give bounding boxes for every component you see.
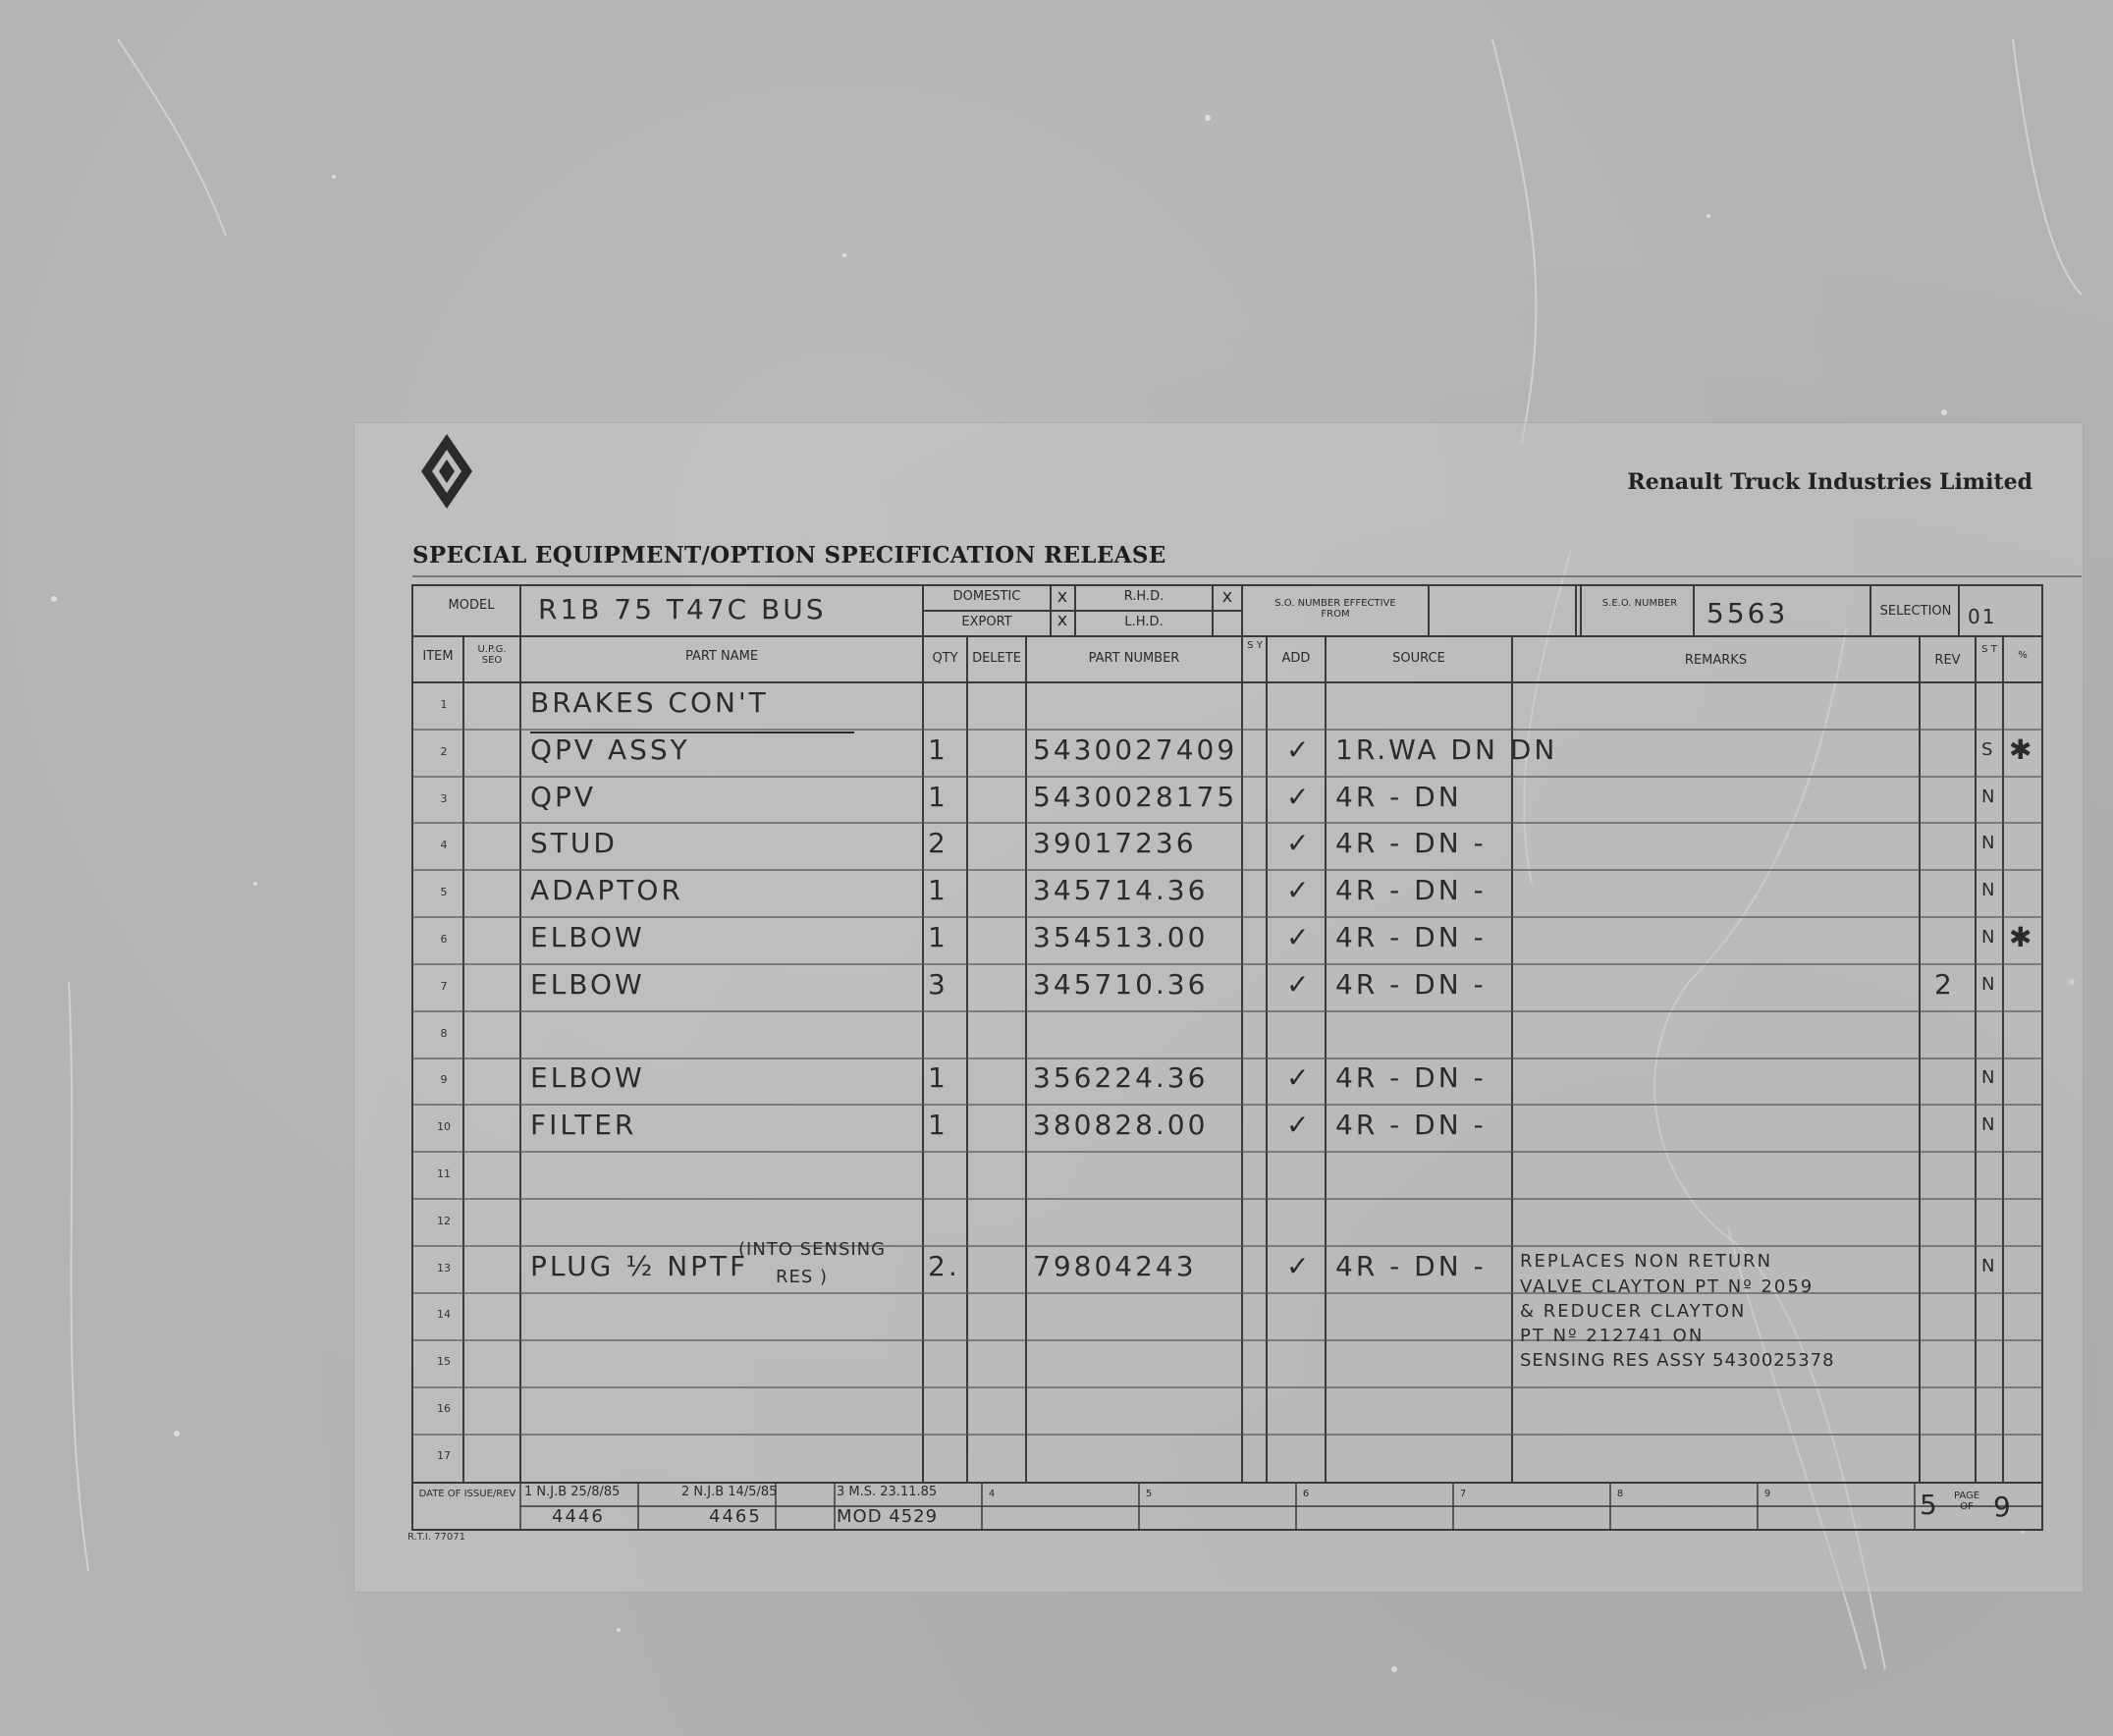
row-rev: 2 — [1934, 967, 1955, 1001]
row-qty: 3 — [928, 967, 948, 1001]
row-item: 10 — [437, 1120, 451, 1134]
page-value: 5 — [1920, 1489, 1940, 1521]
col-remarks: REMARKS — [1684, 653, 1748, 668]
row-source: 4R - DN — [1335, 780, 1462, 813]
row-part-name: FILTER — [530, 1109, 637, 1142]
row-item: 4 — [440, 839, 448, 852]
row-source: 4R - DN - — [1335, 1249, 1487, 1282]
row-part-name: STUD — [530, 827, 618, 860]
row-add-check: ✓ — [1286, 967, 1313, 1001]
col-sy: S Y — [1247, 640, 1263, 651]
row-part-name: BRAKES CON'T — [530, 686, 769, 719]
rhd-label: R.H.D. — [1123, 589, 1165, 604]
row-part-number: 380828.00 — [1033, 1109, 1209, 1142]
row-source: 4R - DN - — [1335, 921, 1487, 953]
row-add-check: ✓ — [1286, 827, 1313, 860]
row-st: N — [1981, 1255, 1997, 1276]
row-add-check: ✓ — [1286, 1109, 1313, 1142]
row-add-check: ✓ — [1286, 1249, 1313, 1282]
row-item: 17 — [437, 1448, 451, 1462]
row-source: 4R - DN - — [1335, 874, 1487, 907]
row-part-name: ELBOW — [530, 921, 645, 953]
row-part-name: ELBOW — [530, 1061, 645, 1095]
export-mark: x — [1056, 610, 1068, 630]
row-part-number: 5430028175 — [1033, 780, 1238, 813]
row-qty: 1 — [928, 732, 948, 766]
col-part-name: PART NAME — [684, 649, 759, 664]
row-qty: 2. — [928, 1249, 960, 1282]
row-part-number: 39017236 — [1033, 827, 1197, 860]
form-title: SPECIAL EQUIPMENT/OPTION SPECIFICATION RELEASE — [412, 542, 1166, 569]
row-add-check: ✓ — [1286, 921, 1313, 953]
row-qty: 1 — [928, 1109, 948, 1142]
row-source: 4R - DN - — [1335, 967, 1487, 1001]
slot-9: 9 — [1763, 1489, 1771, 1499]
col-item: ITEM — [422, 649, 454, 664]
row-qty: 1 — [928, 921, 948, 953]
row-add-check: ✓ — [1286, 732, 1313, 766]
row-part-number: 79804243 — [1033, 1249, 1197, 1282]
row-item: 7 — [440, 979, 448, 993]
model-value: R1B 75 T47C BUS — [538, 593, 827, 625]
rev3-bottom: MOD 4529 — [837, 1506, 939, 1527]
col-st: S T — [1981, 644, 1997, 655]
remarks-line5: SENSING RES ASSY 5430025378 — [1520, 1350, 1835, 1371]
row-add-check: ✓ — [1286, 780, 1313, 813]
col-upg-seo: U.P.G. SEO — [477, 644, 507, 666]
row-part-number: 345714.36 — [1033, 874, 1209, 907]
row-qty: 2 — [928, 827, 948, 860]
row-st: N — [1981, 833, 1997, 854]
slot-4: 4 — [988, 1489, 996, 1499]
row-item: 5 — [440, 886, 448, 899]
row-mark: ✱ — [2009, 921, 2035, 953]
row-source: 4R - DN - — [1335, 1109, 1487, 1142]
slot-8: 8 — [1616, 1489, 1624, 1499]
row-part-name: ADAPTOR — [530, 874, 683, 907]
company-name: Renault Truck Industries Limited — [1627, 469, 2032, 495]
row-st: N — [1981, 927, 1997, 948]
row-item: 3 — [440, 791, 448, 805]
row-item: 1 — [440, 698, 448, 711]
slot-7: 7 — [1459, 1489, 1467, 1499]
col-source: SOURCE — [1392, 651, 1445, 666]
row-mark: ✱ — [2009, 732, 2035, 766]
row-part-number: 356224.36 — [1033, 1061, 1209, 1095]
form-code: R.T.I. 77071 — [407, 1532, 465, 1543]
rev2-top: 2 N.J.B 14/5/85 — [681, 1485, 778, 1499]
row-item: 8 — [440, 1026, 448, 1040]
row-item: 2 — [440, 744, 448, 758]
row-st: N — [1981, 973, 1997, 995]
rev2-bottom: 4465 — [709, 1506, 762, 1527]
row-item: 6 — [440, 933, 448, 946]
seo-number-value: 5563 — [1707, 597, 1789, 629]
row-st: N — [1981, 880, 1997, 901]
selection-label: SELECTION — [1879, 604, 1952, 619]
row-qty: 1 — [928, 780, 948, 813]
model-label: MODEL — [448, 598, 495, 613]
remarks-line1: REPLACES NON RETURN — [1520, 1251, 1773, 1272]
row-add-check: ✓ — [1286, 1061, 1313, 1095]
row-part-name: QPV ASSY — [530, 732, 690, 766]
row-part-number: 345710.36 — [1033, 967, 1209, 1001]
row-source: 1R.WA DN DN — [1335, 732, 1558, 766]
row-item: 12 — [437, 1214, 451, 1227]
row13-note-line1: (INTO SENSING — [738, 1239, 887, 1260]
title-rule — [412, 575, 2082, 577]
row-item: 13 — [437, 1261, 451, 1275]
rev1-bottom: 4446 — [552, 1506, 605, 1527]
row-item: 14 — [437, 1308, 451, 1322]
row-part-name: QPV — [530, 780, 597, 813]
row13-note-line2: RES ) — [776, 1267, 829, 1287]
remarks-line4: PT Nº 212741 ON — [1520, 1326, 1705, 1346]
col-add: ADD — [1281, 651, 1311, 666]
page-of-value: 9 — [1993, 1491, 2014, 1523]
row-item: 11 — [437, 1167, 451, 1180]
row-qty: 1 — [928, 874, 948, 907]
row-item: 15 — [437, 1355, 451, 1369]
row-source: 4R - DN - — [1335, 1061, 1487, 1095]
selection-value: 01 — [1968, 605, 1997, 628]
row-part-name: ELBOW — [530, 967, 645, 1001]
col-qty: QTY — [932, 651, 958, 666]
row-add-check: ✓ — [1286, 874, 1313, 907]
remarks-line2: VALVE CLAYTON PT Nº 2059 — [1520, 1276, 1815, 1297]
domestic-mark: x — [1056, 586, 1068, 607]
col-delete: DELETE — [972, 651, 1021, 666]
row-st: N — [1981, 786, 1997, 807]
col-last: % — [2018, 650, 2028, 661]
row-st: N — [1981, 1114, 1997, 1136]
lhd-label: L.H.D. — [1124, 615, 1164, 629]
row-item: 9 — [440, 1073, 448, 1087]
rev1-top: 1 N.J.B 25/8/85 — [524, 1485, 621, 1499]
domestic-label: DOMESTIC — [952, 589, 1021, 604]
row-qty: 1 — [928, 1061, 948, 1095]
seo-number-label: S.E.O. NUMBER — [1601, 598, 1678, 609]
row-part-number: 5430027409 — [1033, 732, 1238, 766]
rhd-mark: x — [1221, 586, 1233, 607]
row-st: N — [1981, 1067, 1997, 1089]
row-part-number: 354513.00 — [1033, 921, 1209, 953]
col-part-number: PART NUMBER — [1088, 651, 1180, 666]
row-source: 4R - DN - — [1335, 827, 1487, 860]
rev3-top: 3 M.S. 23.11.85 — [837, 1485, 938, 1499]
remarks-line3: & REDUCER CLAYTON — [1520, 1301, 1747, 1322]
slot-6: 6 — [1302, 1489, 1310, 1499]
renault-logo — [417, 432, 476, 511]
page-label: PAGE OF — [1953, 1491, 1980, 1512]
row-st: S — [1981, 738, 1995, 760]
col-rev: REV — [1934, 653, 1961, 668]
slot-5: 5 — [1145, 1489, 1153, 1499]
export-label: EXPORT — [961, 615, 1012, 629]
row-part-name: PLUG ½ NPTF — [530, 1249, 749, 1282]
so-number-label: S.O. NUMBER EFFECTIVE FROM — [1274, 598, 1396, 620]
row-item: 16 — [437, 1402, 451, 1415]
date-of-issue-label: DATE OF ISSUE/REV — [418, 1489, 516, 1499]
